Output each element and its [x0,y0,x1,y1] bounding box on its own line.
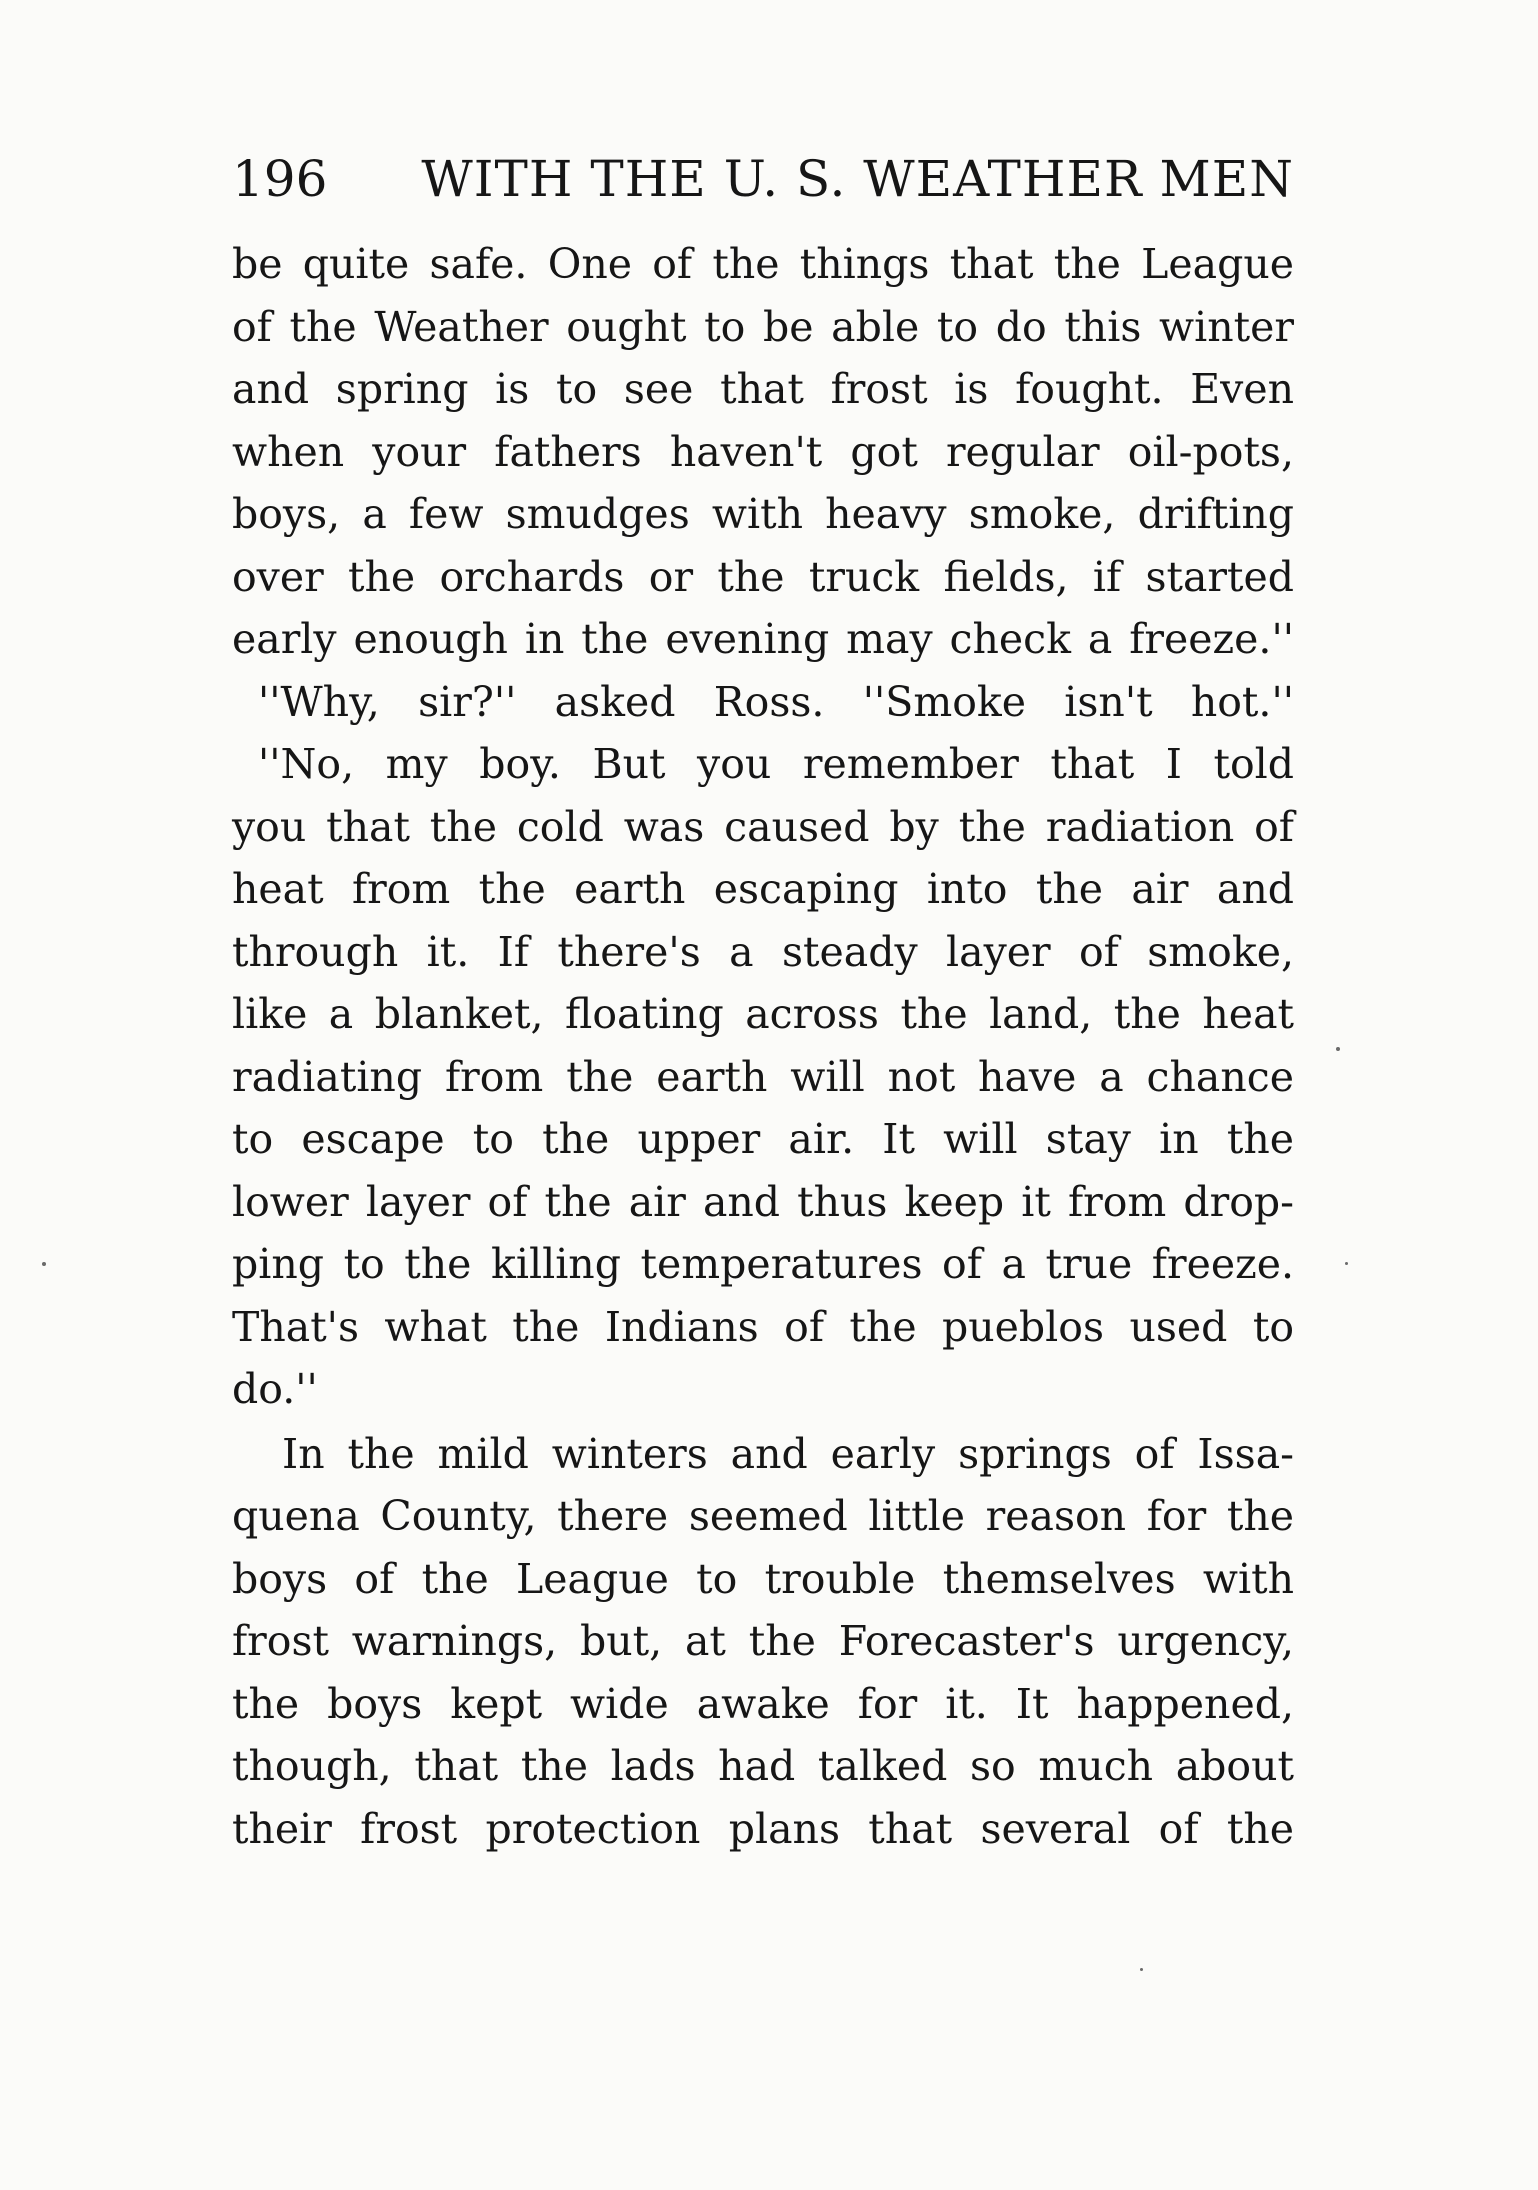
body-text [232,233,1294,1860]
text-line: do.'' [232,1365,318,1413]
text-line: lower layer of the air and thus keep it from drop- [232,1177,1294,1226]
paragraph [232,233,1294,671]
text-line: of the Weather ought to be able to do this winter [232,302,1294,351]
running-title: WITH THE U. S. WEATHER MEN [421,150,1294,208]
text-line: and spring is to see that frost is fought. Even [232,365,1294,413]
text-line: to escape to the upper air. It will stay in the [232,1115,1294,1163]
text-line: the boys kept wide awake for it. It happened, [232,1679,1294,1728]
text-line: ping to the killing temperatures of a true freeze. [232,1240,1294,1288]
text-line: In the mild winters and early springs of Issa- [282,1429,1294,1478]
text-line: boys of the League to trouble themselves with [232,1554,1294,1603]
text-line: their frost protection plans that several of the [232,1804,1294,1853]
text-line: early enough in the evening may check a freeze.'' [232,615,1294,663]
text-line: over the orchards or the truck fields, if started [232,552,1294,601]
text-line: That's what the Indians of the pueblos used to [232,1302,1294,1351]
text-line: you that the cold was caused by the radiation of [232,802,1294,851]
scan-speck [42,1262,46,1266]
text-line: ''Why, sir?'' asked Ross. ''Smoke isn't hot.'' [258,677,1294,726]
running-header [232,150,1294,208]
text-line: quena County, there seemed little reason for the [232,1492,1294,1540]
text-line: boys, a few smudges with heavy smoke, drifting [232,490,1294,538]
paragraph [232,1423,1294,1861]
scan-speck [1140,1968,1143,1971]
scan-speck [1345,1262,1348,1265]
text-line: through it. If there's a steady layer of smoke, [232,927,1294,976]
text-line: like a blanket, floating across the land, the heat [232,990,1294,1038]
page-number: 196 [232,150,328,208]
scan-speck [1336,1047,1340,1051]
text-line: be quite safe. One of the things that the League [232,240,1294,288]
text-line: frost warnings, but, at the Forecaster's urgency, [232,1617,1294,1665]
text-line: radiating from the earth will not have a chance [232,1052,1294,1101]
text-line: heat from the earth escaping into the air and [232,865,1294,913]
text-line: when your fathers haven't got regular oil-pots, [232,427,1294,476]
text-line: ''No, my boy. But you remember that I told [258,740,1294,788]
paragraph [232,733,1294,1421]
paragraph [232,671,1294,734]
text-line: though, that the lads had talked so much about [232,1742,1294,1790]
